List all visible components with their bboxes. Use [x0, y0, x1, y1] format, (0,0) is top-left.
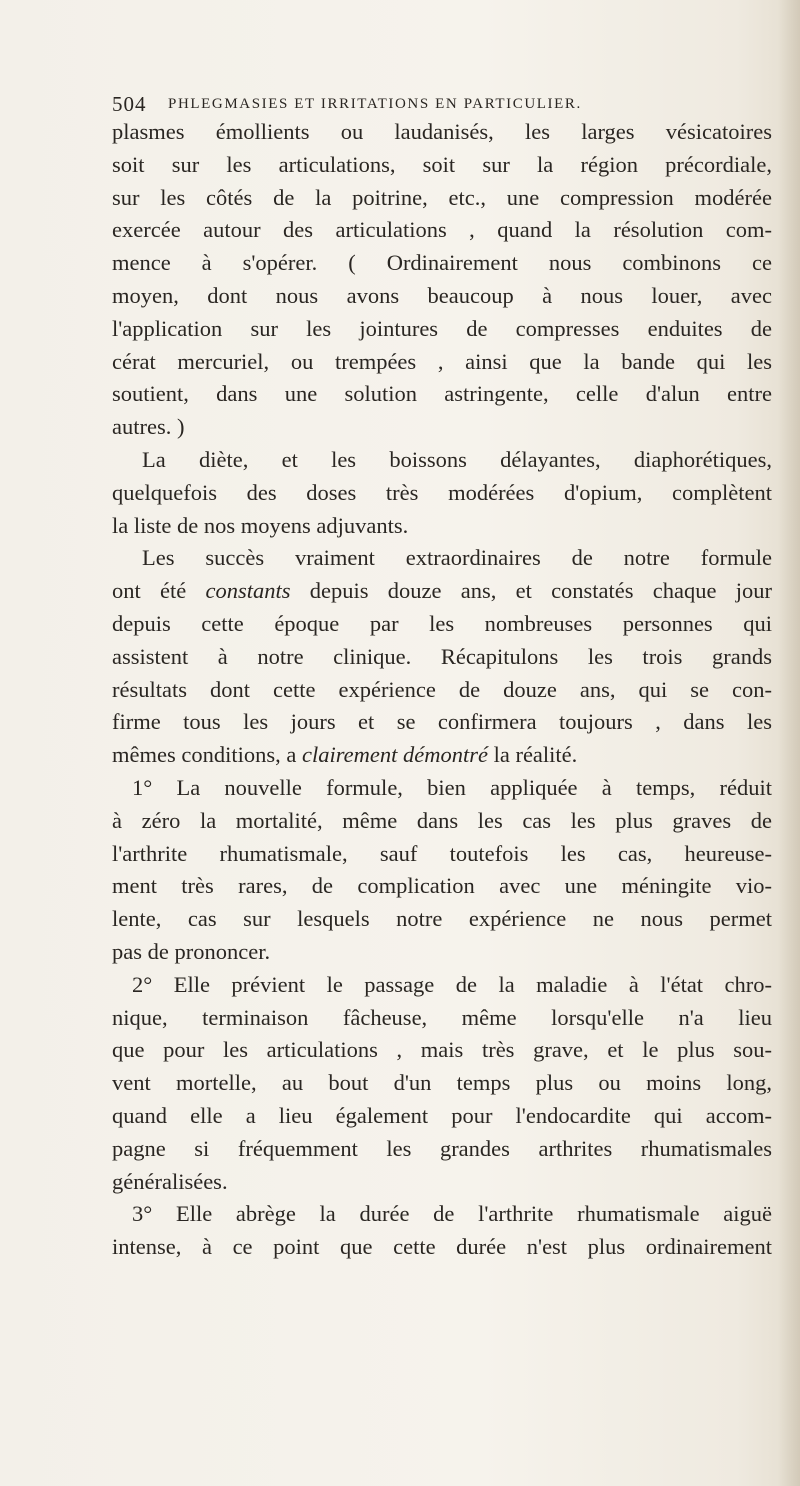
italic-segment: constants [205, 578, 291, 604]
text-line: intense, à ce point que cette durée n'est plus ordinairement [112, 1234, 772, 1260]
text-line: soit sur les articulations, soit sur la région précordiale, [112, 151, 772, 177]
text-line: ment très rares, de complication avec une méningite vio- [112, 873, 772, 899]
text-line: l'arthrite rhumatismale, sauf toutefois les cas, heureuse- [112, 840, 772, 866]
text-line: soutient, dans une solution astringente, celle d'alun entre [112, 381, 772, 407]
paragraph-start-line: Les succès vraiment extraordinaires de notre formule [142, 545, 772, 571]
text-line: cérat mercuriel, ou trempées , ainsi que la bande qui les [112, 348, 772, 374]
text-line-with-italic [112, 575, 772, 608]
italic-segment: clairement démontré [301, 742, 488, 768]
page-edge-shadow [778, 0, 800, 1486]
text-line: depuis cette époque par les nombreuses personnes qui [112, 610, 772, 636]
body-text [112, 116, 772, 1264]
running-title: PHLEGMASIES ET IRRITATIONS EN PARTICULIER. [168, 96, 582, 112]
text-line: l'application sur les jointures de compresses enduites de [112, 315, 772, 341]
text-line: vent mortelle, au bout d'un temps plus ou moins long, [112, 1070, 772, 1096]
text-segment: mêmes conditions, a [112, 742, 302, 768]
paragraph-start-line: La diète, et les boissons délayantes, diaphorétiques, [142, 446, 772, 472]
text-line: sur les côtés de la poitrine, etc., une compression modérée [112, 184, 772, 210]
numbered-point-1: 1° La nouvelle formule, bien appliquée à temps, réduit [132, 774, 772, 800]
text-line: à zéro la mortalité, même dans les cas les plus graves de [112, 807, 772, 833]
text-line: autres. ) [112, 414, 185, 440]
text-line-with-italic [112, 739, 772, 772]
text-line: assistent à notre clinique. Récapitulons les trois grands [112, 643, 772, 669]
text-segment: ont été [112, 578, 206, 604]
text-line: la liste de nos moyens adjuvants. [112, 512, 409, 538]
text-line: nique, terminaison fâcheuse, même lorsqu'elle n'a lieu [112, 1004, 772, 1030]
text-line: quelquefois des doses très modérées d'opium, complètent [112, 479, 772, 505]
text-line: mence à s'opérer. ( Ordinairement nous combinons ce [112, 250, 772, 276]
page-number: 504 [112, 92, 147, 116]
text-segment: depuis douze ans, et constatés chaque jour [290, 578, 772, 604]
numbered-point-2: 2° Elle prévient le passage de la maladie à l'état chro- [132, 971, 772, 997]
text-segment: la réalité. [487, 742, 578, 768]
text-line: lente, cas sur lesquels notre expérience ne nous permet [112, 906, 772, 932]
text-line: résultats dont cette expérience de douze ans, qui se con- [112, 676, 772, 702]
text-line: moyen, dont nous avons beaucoup à nous louer, avec [112, 282, 772, 308]
page-header [112, 92, 752, 116]
text-line: que pour les articulations , mais très grave, et le plus sou- [112, 1037, 772, 1063]
text-line: quand elle a lieu également pour l'endocardite qui accom- [112, 1102, 772, 1128]
text-line: pas de prononcer. [112, 938, 271, 964]
text-line: pagne si fréquemment les grandes arthrites rhumatismales [112, 1135, 772, 1161]
text-line: généralisées. [112, 1168, 228, 1194]
text-line: exercée autour des articulations , quand la résolution com- [112, 217, 772, 243]
numbered-point-3: 3° Elle abrège la durée de l'arthrite rhumatismale aiguë [132, 1201, 772, 1227]
text-line: plasmes émollients ou laudanisés, les larges vésicatoires [112, 119, 772, 144]
text-line: firme tous les jours et se confirmera toujours , dans les [112, 709, 772, 735]
